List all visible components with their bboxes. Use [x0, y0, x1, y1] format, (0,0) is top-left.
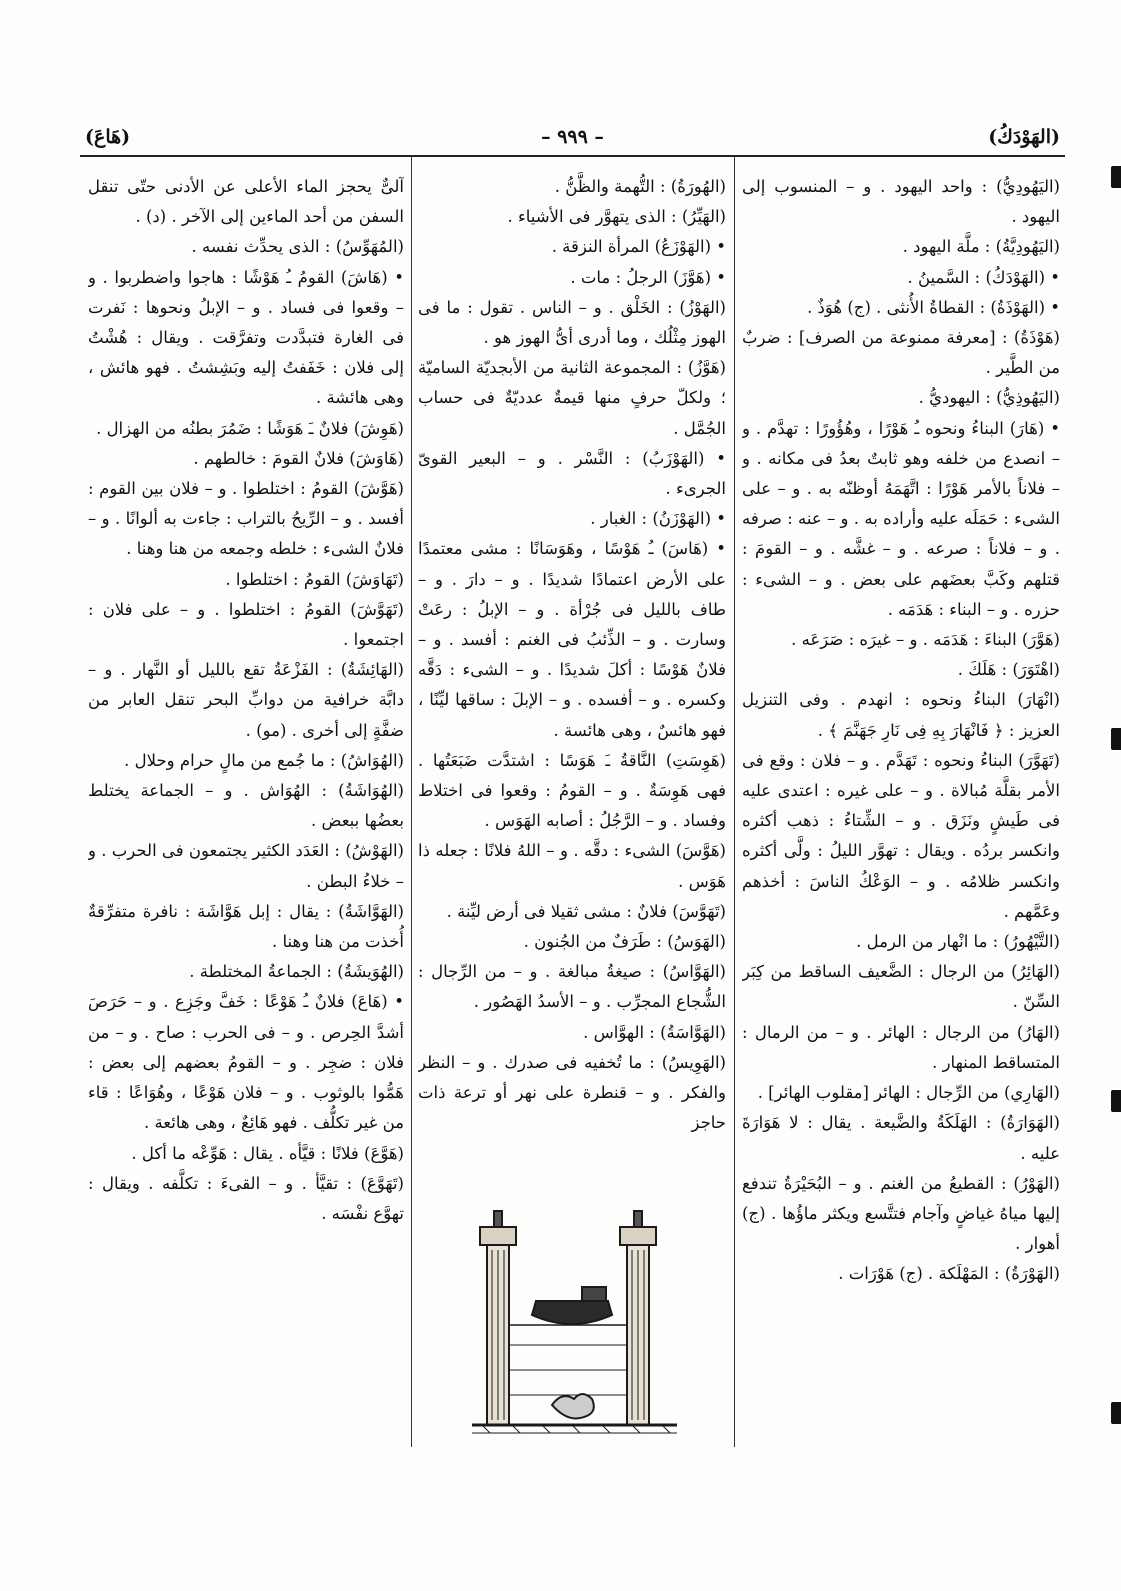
entry: (الهَيِّرُ) : الذى يتهوَّر فى الأشياء . [507, 207, 726, 227]
entry: • (هَوَّزَ) الرجلُ : مات . [570, 267, 726, 287]
entry: (هَاوَشَ) فلانٌ القومَ : خالطهم . [193, 448, 404, 468]
column-right [742, 172, 1060, 1442]
entry: (اليَهُودِيَّةُ) : ملَّة اليهود . [902, 237, 1060, 257]
entry: • (هَاسَ) ـُ هَوْسًا ، وهَوَسَانًا : مشى معتمدًا على الأرض اعتمادًا شديدًا . و – دارَ . و – طاف بالليل فى جُرْأة . و – الإبلُ : رعَتْ وسارت . و – الذِّئبُ فى الغنم : أفسد . و – فلانٌ هَوْسًا : أكلَ شديدًا . و – الشىء : دَقَّه وكسره . و – أفسده . و – الإبلَ : ساقها ليِّنًا ، فهو هائسٌ ، وهى هائسة . [418, 539, 726, 740]
entry: (الهَوْرَةُ) : المَهْلَكة . (ج) هَوْرَات . [838, 1264, 1060, 1284]
entry: (انْهَارَ) البناءُ ونحوه : انهدم . وفى التنزيل العزيز : ﴿ فَانْهَارَ بِهِ فِى نَارِ جَهَنَّمَ ﴾ . [742, 690, 1060, 740]
entry: (اليَهُوذِيُّ) : اليهوديُّ . [918, 388, 1060, 408]
edge-mark [1111, 728, 1121, 750]
entry: • (الهَوْزَعُ) المرأة النزقة . [551, 237, 726, 257]
entry: (المُهَوِّسُ) : الذى يحدِّث نفسه . [191, 237, 404, 257]
entry: (هَوَّرَ) البناءَ : هَدَمَه . و – غيرَه : صَرَعَه . [791, 630, 1060, 650]
entry: • (الهَوْزَنُ) : الغبار . [590, 509, 726, 529]
entry: (تَهَوَّعَ) : تقيَّأ . و – القىءَ : تكلَّفه . ويقال : تهوَّع نفْسَه . [88, 1173, 404, 1223]
entry: آلىٌّ يحجز الماء الأعلى عن الأدنى حتّى تنقل السفن من أحد الماءين إلى الآخر . (د) . [88, 177, 404, 227]
header-right-keyword: (الهَوْدَكُ) [988, 126, 1060, 148]
column-divider-right [734, 157, 735, 1447]
entry: (تَهَوَّسَ) فلانٌ : مشى ثقيلا فى أرض ليِّنة . [446, 901, 726, 921]
entry: (الهُوَيشَةُ) : الجماعةُ المختلطة . [189, 962, 404, 982]
entry: (الهَوَّاسُ) : صيغةُ مبالغة . و – من الرِّجال : الشُّجاع المجرِّب . و – الأسدُ الهَصُور . [418, 962, 726, 1012]
entry: (هَوَّزُ) : المجموعة الثانية من الأبجديّة الساميّة ؛ ولكلّ حرفٍ منها قيمةٌ عدديّةٌ فى حساب الجُمَّل . [418, 358, 726, 438]
entry: (الهَوَّاشَةُ) : يقال : إبل هَوَّاشَة : نافرة متفرِّقةٌ أُخذت من هنا وهنا . [88, 901, 404, 952]
entry: (الهَوَّاسَةُ) : الهوَّاس . [583, 1022, 726, 1042]
entry: (الهُوَاشَةُ) : الهُوَاش . و – الجماعة يختلط بعضُها ببعض . [88, 781, 404, 831]
header-rule [80, 155, 1065, 157]
entry: (تَهَاوَشَ) القومُ : اختلطوا . [225, 569, 404, 589]
entry: • (الهَوْذَةُ) : القطاةُ الأُنثى . (ج) هُوَذٌ . [807, 297, 1060, 317]
canal-lock-illustration [432, 1205, 717, 1445]
entry: (اهْتَوَرَ) : هَلَكَ . [957, 660, 1060, 680]
entry: (هَوِشَ) فلانٌ ـَ هَوَشًا : ضَمُرَ بطنُه من الهزال . [96, 418, 404, 438]
entry: (الهَارِي) من الرِّجال : الهائر [مقلوب الهائر] . [757, 1083, 1060, 1103]
entry: (تَهَوَّشَ) القومُ : اختلطوا . و – على فلان : اجتمعوا . [88, 599, 404, 650]
entry: (الهَوْشُ) : العَدَد الكثير يجتمعون فى الحرب . و – خلاءُ البطن . [88, 841, 404, 891]
entry: • (الهَوْدَكُ) : السَّمينُ . [907, 267, 1060, 287]
column-divider-left [411, 157, 412, 1447]
column-left [88, 172, 404, 1442]
entry: (الهَوَارَةُ) : الهَلَكَةُ والضَّيعة . يقال : لا هَوَارَةَ عليه . [742, 1113, 1060, 1163]
entry: • (هَاعَ) فلانٌ ـُ هَوْعًا : خَفَّ وجَزِع . و – حَرَصَ أشدَّ الحِرص . و – فى الحرب : صاح . و – من فلان : ضجِر . و – القومُ بعضهم إلى بعض : هَمُّوا بالوثوب . و – فلان هَوْعًا ، وهُوَاعًا : قاء من غير تكلُّف . فهو هَائِعٌ ، وهى هائعة . [88, 992, 404, 1133]
entry: • (هَارَ) البناءُ ونحوه ـُ هَوْرًا ، وهُؤُورًا : تهدَّم . و – انصدع من خلفه وهو ثابتٌ بعدُ فى مكانه . و – فلاناً بالأمر هَوْرًا : اتَّهَمَهُ أوظنّه به . و – على الشىء : حَمَلَه عليه وأراده به . و – عنه : صرفه . و – فلاناً : صرعه . و – غشَّه . و – القومَ : قتلهم وكَبَّ بعضَهم على بعض . و – الشىء : حزره . و – البناء : هَدَمَه . [742, 418, 1060, 619]
entry: (الهَوِيسُ) : ما تُخفيه فى صدرك . و – النظر والفكر . و – قنطرة على نهر أو ترعة ذات حاجز [418, 1052, 726, 1133]
entry: (الهَوَسُ) : طَرَفٌ من الجُنون . [523, 932, 726, 952]
entry: (التَّيْهُورُ) : ما انْهار من الرمل . [856, 932, 1060, 952]
entry: (هَوَّشَ) القومُ : اختلطوا . و – فلان بين القوم : أفسد . و – الرِّيحُ بالتراب : جاءت به ألوانًا . و – فلانٌ الشىء : خلطه وجمعه من هنا وهنا . [88, 479, 404, 559]
entry: (هَوِسَتِ) النَّاقةُ ـَ هَوَسًا : اشتدَّت ضَبَعَتُها . فهى هَوِسَةٌ . و – القومُ : وقعوا فى اختلاط وفساد . و – الرَّجُلُ : أصابه الهَوَس . [418, 750, 726, 831]
entry: • (هَاشَ) القومُ ـُ هَوْشًا : هاجوا واضطربوا . و – وقعوا فى فساد . و – الإبلُ ونحوها : نَفرت فى الغارة فتبدَّدت وتفرَّقت . ويقال : هُشْتُ إلى فلان : خَفَفتُ إليه وبَشِشتُ . فهو هائش ، وهى هائشة . [88, 267, 404, 408]
entry: (الهُوَاشُ) : ما جُمع من مالٍ حرام وحلال . [124, 750, 404, 770]
entry: (الهَوْزُ) : الخَلْق . و – الناس . تقول : ما فى الهوز مِثْلُك ، وما أدرى أىُّ الهوز هو . [418, 297, 726, 348]
entry: (هَوَّسَ) الشىء : دقَّه . و – اللهُ فلانًا : جعله ذا هَوَس . [418, 841, 726, 891]
entry: (الهَائِرُ) من الرجال : الضَّعيف الساقط من كِبَر السِّنّ . [742, 962, 1060, 1012]
entry: • (الهَوْزَبُ) : النَّسْر . و – البعير القوىّ الجرىء . [418, 448, 726, 499]
edge-mark [1111, 166, 1121, 188]
entry: (تَهَوَّرَ) البناءُ ونحوه : تَهَدَّم . و – فلان : وقع فى الأمر بقلَّة مُبالاة . و – على غيره : اعتدى عليه فى طَيشٍ ونَزَق . و – الشِّتاءُ : ذهب أكثره وانكسر بردُه . ويقال : تهوَّر الليلُ : ولَّى أكثره وانكسر ظلامُه . و – الوَعْكُ الناسَ : أخذهم وعَمَّهم . [742, 750, 1060, 921]
edge-mark [1111, 1090, 1121, 1112]
page-header [85, 118, 1060, 158]
entry: (الهُورَةُ) : التُّهمة والظَّنُّ . [554, 177, 726, 196]
entry: (اليَهُودِيُّ) : واحد اليهود . و – المنسوب إلى اليهود . [742, 177, 1060, 227]
entry: (الهَائِشَةُ) : الفَزْعَةُ تقع بالليل أو النَّهار . و – دابَّة خرافية من دوابِّ البحر تنقل العابر من ضفَّةٍ إلى أخرى . (مو) . [88, 660, 404, 740]
entry: (هَوْذَةُ) : [معرفة ممنوعة من الصرف] : ضربٌ من الطَّير . [742, 328, 1060, 378]
entry: (هَوَّعَ) فلانًا : قيَّأه . يقال : هَوِّعْه ما أكل . [131, 1143, 404, 1163]
page-number: – ٩٩٩ – [541, 126, 604, 148]
edge-mark [1111, 1402, 1121, 1424]
entry: (الهَارُ) من الرجال : الهائر . و – من الرمال : المتساقط المنهار . [742, 1022, 1060, 1072]
header-left-keyword: (هَاعَ) [85, 126, 131, 148]
entry: (الهَوْرُ) : القطيعُ من الغنم . و – البُحَيْرَةُ تندفع إليها مياهُ غياضٍ وآجام فتتَّسع ويكثر ماؤُها . (ج) أهوار . [742, 1173, 1060, 1254]
